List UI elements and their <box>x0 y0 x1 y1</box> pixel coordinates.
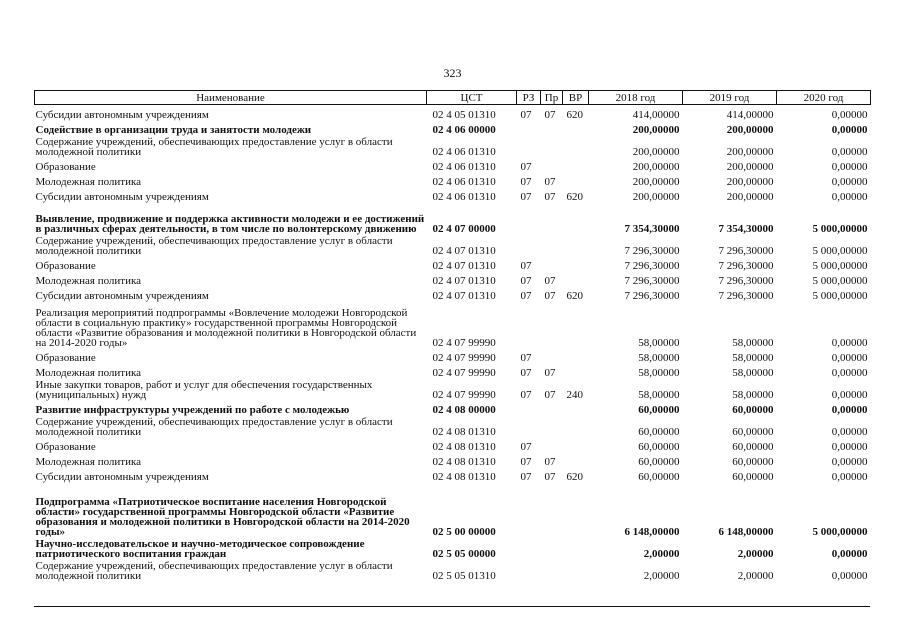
row-value-2018: 7 296,30000 <box>624 245 680 256</box>
row-vr <box>563 452 589 467</box>
row-value-2020: 0,00000 <box>831 471 868 482</box>
row-value-2019: 200,00000 <box>726 161 774 172</box>
row-rz <box>517 537 541 559</box>
row-value-2018: 200,00000 <box>632 146 680 157</box>
row-vr <box>563 363 589 378</box>
row-pr <box>541 348 563 363</box>
row-value-2018: 200,00000 <box>632 124 680 135</box>
row-name: Иные закупки товаров, работ и услуг для обеспечения государственных (муниципальных) нужд <box>35 379 373 401</box>
row-pr: 07 <box>544 290 556 301</box>
row-pr <box>541 537 563 559</box>
row-cst: 02 4 06 01310 <box>432 176 496 187</box>
table-row <box>35 157 871 172</box>
row-name: Научно-исследовательское и научно-методическое сопровождение патриотического воспитания граждан <box>35 538 365 560</box>
row-name: Образование <box>35 352 96 364</box>
header-name: Наименование <box>35 91 427 105</box>
header-vr: ВР <box>563 91 589 105</box>
row-name: Выявление, продвижение и поддержка активности молодежи и ее достижений в различных сферах деятельности, в том числе по волонтерскому движению <box>35 213 425 235</box>
row-cst: 02 4 07 99990 <box>432 352 496 363</box>
row-name: Содействие в организации труда и занятости молодежи <box>35 124 312 136</box>
row-name: Субсидии автономным учреждениям <box>35 109 209 121</box>
row-cst: 02 4 07 00000 <box>432 223 496 234</box>
table-row <box>35 467 871 482</box>
row-value-2018: 60,00000 <box>638 404 680 415</box>
row-vr <box>563 559 589 581</box>
row-value-2019: 414,00000 <box>726 109 774 120</box>
row-value-2020: 0,00000 <box>831 176 868 187</box>
row-value-2020: 5 000,00000 <box>812 290 868 301</box>
row-value-2018: 7 296,30000 <box>624 290 680 301</box>
row-vr <box>563 537 589 559</box>
row-cst: 02 5 05 00000 <box>432 548 496 559</box>
row-name: Молодежная политика <box>35 367 142 379</box>
row-rz: 07 <box>520 367 532 378</box>
row-pr <box>541 135 563 157</box>
row-cst: 02 4 08 01310 <box>432 426 496 437</box>
row-name: Молодежная политика <box>35 275 142 287</box>
row-pr: 07 <box>544 367 556 378</box>
row-vr <box>563 482 589 537</box>
table-row <box>35 202 871 234</box>
row-value-2019: 7 296,30000 <box>718 290 774 301</box>
row-value-2019: 58,00000 <box>732 389 774 400</box>
row-value-2019: 7 296,30000 <box>718 275 774 286</box>
table-row <box>35 271 871 286</box>
row-vr <box>563 234 589 256</box>
table-row <box>35 256 871 271</box>
row-rz: 07 <box>520 176 532 187</box>
row-pr <box>541 120 563 135</box>
row-rz: 07 <box>520 352 532 363</box>
row-name: Субсидии автономным учреждениям <box>35 471 209 483</box>
table-row <box>35 105 871 121</box>
table-row <box>35 452 871 467</box>
row-rz <box>517 400 541 415</box>
row-value-2020: 5 000,00000 <box>812 260 868 271</box>
row-value-2019: 58,00000 <box>732 367 774 378</box>
row-cst: 02 4 07 99990 <box>432 337 496 348</box>
row-cst: 02 4 07 01310 <box>432 275 496 286</box>
row-pr <box>541 157 563 172</box>
row-value-2019: 60,00000 <box>732 471 774 482</box>
row-rz <box>517 559 541 581</box>
row-value-2019: 200,00000 <box>726 176 774 187</box>
row-pr: 07 <box>544 176 556 187</box>
row-name: Содержание учреждений, обеспечивающих предоставление услуг в области молодежной политики <box>35 136 393 158</box>
table-row <box>35 537 871 559</box>
table-row <box>35 234 871 256</box>
row-rz: 07 <box>520 456 532 467</box>
row-vr <box>563 202 589 234</box>
table-row <box>35 135 871 157</box>
row-value-2020: 0,00000 <box>831 146 868 157</box>
row-pr <box>541 400 563 415</box>
row-value-2018: 2,00000 <box>643 570 680 581</box>
row-value-2020: 0,00000 <box>831 352 868 363</box>
row-value-2020: 0,00000 <box>831 570 868 581</box>
row-name: Субсидии автономным учреждениям <box>35 290 209 302</box>
row-name: Молодежная политика <box>35 176 142 188</box>
row-vr: 240 <box>566 389 583 400</box>
row-pr <box>541 234 563 256</box>
row-pr <box>541 482 563 537</box>
row-rz <box>517 202 541 234</box>
row-value-2020: 0,00000 <box>831 124 868 135</box>
row-rz: 07 <box>520 471 532 482</box>
row-cst: 02 4 07 01310 <box>432 245 496 256</box>
row-vr <box>563 348 589 363</box>
row-pr: 07 <box>544 275 556 286</box>
row-cst: 02 4 06 01310 <box>432 191 496 202</box>
row-pr: 07 <box>544 471 556 482</box>
row-name: Молодежная политика <box>35 456 142 468</box>
row-cst: 02 4 06 01310 <box>432 161 496 172</box>
row-value-2019: 7 296,30000 <box>718 245 774 256</box>
row-cst: 02 5 05 01310 <box>432 570 496 581</box>
row-rz <box>517 234 541 256</box>
row-value-2018: 6 148,00000 <box>624 526 680 537</box>
row-value-2020: 0,00000 <box>831 109 868 120</box>
row-rz: 07 <box>520 260 532 271</box>
header-rz: РЗ <box>517 91 541 105</box>
row-cst: 02 4 07 99990 <box>432 367 496 378</box>
table-row <box>35 348 871 363</box>
row-cst: 02 5 00 00000 <box>432 526 496 537</box>
row-name: Развитие инфраструктуры учреждений по работе с молодежью <box>35 404 350 416</box>
row-cst: 02 4 08 01310 <box>432 441 496 452</box>
row-value-2020: 0,00000 <box>831 191 868 202</box>
row-vr <box>563 120 589 135</box>
row-name: Реализация мероприятий подпрограммы «Вовлечение молодежи Новгородской области в социальную практику» государственной программы Новгородской области «Развитие образования и молодежной политики в Новгородской области на 2014-2020 годы» <box>35 307 417 349</box>
row-rz: 07 <box>520 389 532 400</box>
row-value-2019: 58,00000 <box>732 337 774 348</box>
row-pr: 07 <box>544 191 556 202</box>
row-value-2020: 5 000,00000 <box>812 223 868 234</box>
row-value-2020: 0,00000 <box>831 404 868 415</box>
table-row <box>35 187 871 202</box>
row-vr: 620 <box>566 471 583 482</box>
row-cst: 02 4 05 01310 <box>432 109 496 120</box>
row-value-2020: 0,00000 <box>831 548 868 559</box>
table-row <box>35 120 871 135</box>
row-value-2019: 60,00000 <box>732 426 774 437</box>
row-rz <box>517 415 541 437</box>
row-name: Образование <box>35 260 96 272</box>
table-row <box>35 400 871 415</box>
row-vr <box>563 301 589 348</box>
row-cst: 02 4 07 01310 <box>432 290 496 301</box>
row-value-2018: 414,00000 <box>632 109 680 120</box>
row-vr <box>563 271 589 286</box>
table-row <box>35 301 871 348</box>
row-name: Субсидии автономным учреждениям <box>35 191 209 203</box>
row-vr <box>563 437 589 452</box>
table-row <box>35 437 871 452</box>
row-vr <box>563 135 589 157</box>
row-value-2019: 200,00000 <box>726 124 774 135</box>
row-value-2020: 0,00000 <box>831 337 868 348</box>
row-pr <box>541 437 563 452</box>
row-cst: 02 4 08 00000 <box>432 404 496 415</box>
row-cst: 02 4 08 01310 <box>432 471 496 482</box>
row-pr: 07 <box>544 389 556 400</box>
row-value-2018: 60,00000 <box>638 426 680 437</box>
row-cst: 02 4 06 01310 <box>432 146 496 157</box>
row-value-2018: 60,00000 <box>638 441 680 452</box>
header-2020: 2020 год <box>777 91 871 105</box>
row-vr <box>563 400 589 415</box>
row-rz: 07 <box>520 441 532 452</box>
page-number: 323 <box>443 66 462 80</box>
row-pr: 07 <box>544 109 556 120</box>
row-name: Содержание учреждений, обеспечивающих предоставление услуг в области молодежной политики <box>35 560 393 582</box>
row-pr <box>541 202 563 234</box>
row-name: Образование <box>35 441 96 453</box>
row-value-2019: 2,00000 <box>737 570 774 581</box>
row-vr <box>563 256 589 271</box>
header-2019: 2019 год <box>683 91 777 105</box>
row-value-2019: 58,00000 <box>732 352 774 363</box>
table-row <box>35 172 871 187</box>
row-value-2019: 200,00000 <box>726 146 774 157</box>
row-pr <box>541 256 563 271</box>
row-vr: 620 <box>566 191 583 202</box>
row-value-2018: 58,00000 <box>638 352 680 363</box>
row-rz <box>517 120 541 135</box>
row-value-2018: 200,00000 <box>632 161 680 172</box>
row-name: Подпрограмма «Патриотическое воспитание населения Новгородской области» государственной программы Новгородской области «Развитие образования и молодежной политики в Новгородской области на 2014-2020 годы» <box>35 496 410 538</box>
row-pr <box>541 559 563 581</box>
header-pr: Пр <box>541 91 563 105</box>
row-value-2020: 0,00000 <box>831 161 868 172</box>
row-value-2018: 60,00000 <box>638 456 680 467</box>
row-value-2020: 0,00000 <box>831 441 868 452</box>
row-value-2018: 60,00000 <box>638 471 680 482</box>
row-vr: 620 <box>566 109 583 120</box>
row-value-2018: 58,00000 <box>638 337 680 348</box>
row-value-2019: 6 148,00000 <box>718 526 774 537</box>
row-cst: 02 4 07 01310 <box>432 260 496 271</box>
table-row <box>35 559 871 581</box>
bottom-rule <box>34 606 870 607</box>
row-cst: 02 4 07 99990 <box>432 389 496 400</box>
row-value-2020: 5 000,00000 <box>812 526 868 537</box>
table-row <box>35 378 871 400</box>
row-value-2019: 7 296,30000 <box>718 260 774 271</box>
table-row <box>35 415 871 437</box>
row-value-2019: 60,00000 <box>732 441 774 452</box>
header-2018: 2018 год <box>589 91 683 105</box>
row-rz <box>517 482 541 537</box>
budget-table <box>34 90 871 581</box>
row-value-2020: 5 000,00000 <box>812 245 868 256</box>
row-rz: 07 <box>520 109 532 120</box>
row-value-2019: 7 354,30000 <box>718 223 774 234</box>
row-vr <box>563 172 589 187</box>
row-value-2020: 5 000,00000 <box>812 275 868 286</box>
row-pr <box>541 301 563 348</box>
row-cst: 02 4 06 00000 <box>432 124 496 135</box>
row-pr: 07 <box>544 456 556 467</box>
row-value-2020: 0,00000 <box>831 389 868 400</box>
row-value-2019: 60,00000 <box>732 404 774 415</box>
row-rz: 07 <box>520 275 532 286</box>
row-vr: 620 <box>566 290 583 301</box>
row-value-2020: 0,00000 <box>831 456 868 467</box>
row-rz <box>517 301 541 348</box>
row-rz: 07 <box>520 191 532 202</box>
row-value-2018: 7 296,30000 <box>624 275 680 286</box>
row-value-2018: 200,00000 <box>632 176 680 187</box>
row-value-2019: 60,00000 <box>732 456 774 467</box>
table-body <box>35 105 871 582</box>
row-rz: 07 <box>520 290 532 301</box>
row-value-2018: 7 354,30000 <box>624 223 680 234</box>
row-rz <box>517 135 541 157</box>
row-value-2018: 58,00000 <box>638 389 680 400</box>
table-header-row <box>35 91 871 105</box>
row-name: Образование <box>35 161 96 173</box>
row-value-2020: 0,00000 <box>831 367 868 378</box>
row-rz: 07 <box>520 161 532 172</box>
header-cst: ЦСТ <box>427 91 517 105</box>
row-name: Содержание учреждений, обеспечивающих предоставление услуг в области молодежной политики <box>35 416 393 438</box>
row-value-2018: 2,00000 <box>643 548 680 559</box>
table-row <box>35 482 871 537</box>
row-pr <box>541 415 563 437</box>
row-value-2018: 200,00000 <box>632 191 680 202</box>
row-vr <box>563 157 589 172</box>
row-value-2018: 7 296,30000 <box>624 260 680 271</box>
row-value-2020: 0,00000 <box>831 426 868 437</box>
row-cst: 02 4 08 01310 <box>432 456 496 467</box>
table-row <box>35 363 871 378</box>
row-value-2018: 58,00000 <box>638 367 680 378</box>
row-value-2019: 2,00000 <box>737 548 774 559</box>
row-vr <box>563 415 589 437</box>
row-name: Содержание учреждений, обеспечивающих предоставление услуг в области молодежной политики <box>35 235 393 257</box>
row-value-2019: 200,00000 <box>726 191 774 202</box>
table-row <box>35 286 871 301</box>
